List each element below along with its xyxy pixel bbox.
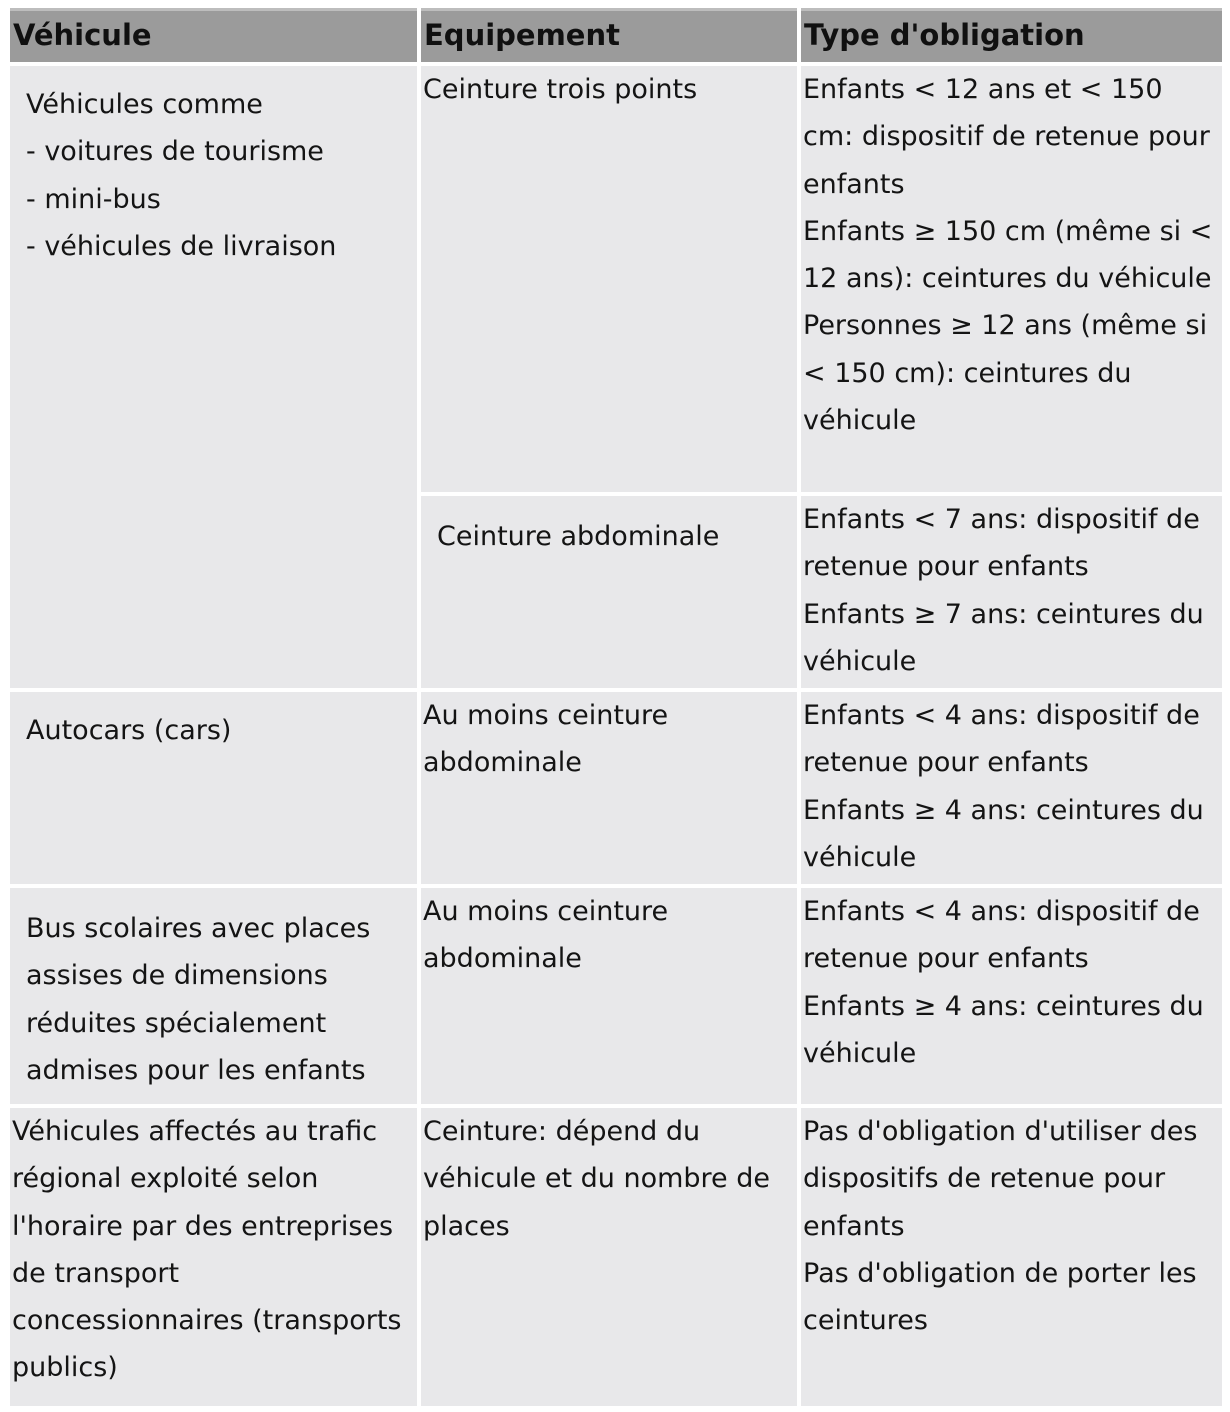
- obligations-table: [8, 8, 1224, 1406]
- cell-equipment-public-transport: Ceinture: dépend du véhicule et du nombre de places: [421, 1108, 797, 1406]
- cell-obligation-three-point-belt: Enfants < 12 ans et < 150 cm: dispositif de retenue pour enfants Enfants ≥ 150 cm (même si < 12 ans): ceintures du véhicule Personnes ≥ 12 ans (même si < 150 cm): ceintures du véhicule: [801, 66, 1222, 492]
- cell-obligation-lap-belt: Enfants < 7 ans: dispositif de retenue pour enfants Enfants ≥ 7 ans: ceintures du véhicule: [801, 496, 1222, 688]
- cell-equipment-lap-belt: Ceinture abdominale: [421, 496, 797, 688]
- cell-equipment-school-buses: Au moins ceinture abdominale: [421, 888, 797, 1104]
- cell-vehicle-passenger-cars: Véhicules comme - voitures de tourisme - mini-bus - véhicules de livraison: [10, 66, 417, 688]
- cell-obligation-public-transport: Pas d'obligation d'utiliser des dispositifs de retenue pour enfants Pas d'obligation de porter les ceintures: [801, 1108, 1222, 1406]
- header-obligation: Type d'obligation: [801, 8, 1222, 62]
- cell-obligation-school-buses: Enfants < 4 ans: dispositif de retenue pour enfants Enfants ≥ 4 ans: ceintures du véhicule: [801, 888, 1222, 1104]
- cell-vehicle-school-buses: Bus scolaires avec places assises de dimensions réduites spécialement admises pour les enfants: [10, 888, 417, 1104]
- cell-vehicle-public-transport: Véhicules affectés au trafic régional exploité selon l'horaire par des entreprises de transport concessionnaires (transports publics): [10, 1108, 417, 1406]
- cell-equipment-three-point-belt: Ceinture trois points: [421, 66, 797, 492]
- cell-vehicle-coaches: Autocars (cars): [10, 692, 417, 884]
- header-equipment: Equipement: [421, 8, 797, 62]
- cell-equipment-coaches: Au moins ceinture abdominale: [421, 692, 797, 884]
- header-vehicle: Véhicule: [10, 8, 417, 62]
- cell-obligation-coaches: Enfants < 4 ans: dispositif de retenue pour enfants Enfants ≥ 4 ans: ceintures du véhicule: [801, 692, 1222, 884]
